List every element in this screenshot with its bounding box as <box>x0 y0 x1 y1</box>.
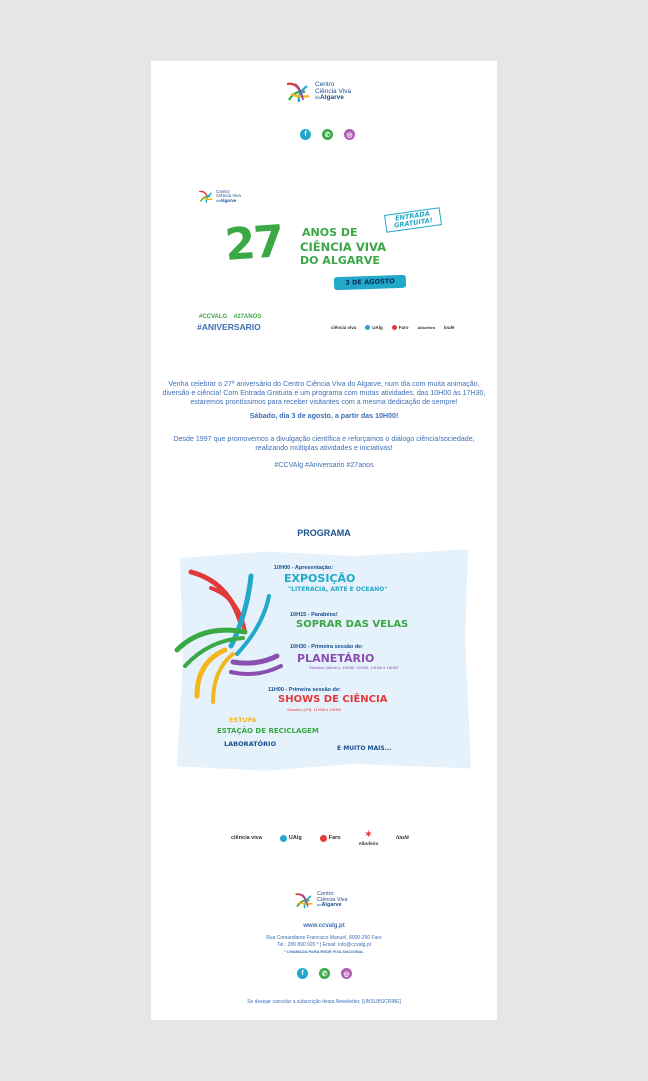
intro-history: Desde 1997 que promovemos a divulgação científica e reforçamos o diálogo ciência/sociedade, realizando múltiplas atividades e iniciativas! <box>173 435 475 452</box>
banner-brand-line1: Centro <box>216 188 230 194</box>
partner-faro-2[interactable] <box>320 835 341 842</box>
programa-item-3-sub: Sessões (30min.): 10H30, 12H00, 14H30 e 16H00 <box>309 665 399 670</box>
banner-line2: CIÊNCIA VIVA <box>300 240 387 254</box>
intro-paragraph: Venha celebrar o 27º aniversário do Centro Ciência Viva do Algarve, num dia com muita animação, diversão e ciência! Com Entrada Gratuita e um programa com mutas atividades, das 10H00 às 17H30, estaremos prontíssimos para receber visitantes com a mesma dedicação de sempre! <box>162 380 486 406</box>
footer-website-link[interactable]: www.ccvalg.pt <box>303 923 345 929</box>
banner-tag-27anos: #27ANOS <box>233 314 262 320</box>
brand-line3-small: do <box>315 95 321 101</box>
unsubscribe-link[interactable]: Se desejar cancelar a subscrição desta Newsletter, [UNSUBSCRIBE] <box>247 999 401 1005</box>
free-entry-badge: ENTRADA GRATUITA! <box>384 207 442 233</box>
social-links-top <box>300 129 355 140</box>
banner-tag-ccvalg: #CCVALG <box>199 314 228 320</box>
brand-logo-icon <box>285 80 311 104</box>
partner-albufeira-2-label: Albufeira <box>358 841 379 846</box>
programa-item-1-sub: "LITERACIA, ARTE E OCEANO" <box>288 586 388 593</box>
programa-item-4-time: 11H00 - Primeira sessão de: <box>268 687 341 693</box>
programa-heading: PROGRAMA <box>297 528 351 538</box>
programa-item-4-title: SHOWS DE CIÊNCIA <box>278 694 388 705</box>
footer-address: Rua Comandante Francisco Manuel, 8000-250 Faro <box>266 935 382 941</box>
newsletter-body <box>151 61 497 1020</box>
programa-item-1-title: EXPOSIÇÃO <box>284 572 356 585</box>
programa-muito-mais: E MUITO MAIS... <box>337 745 392 752</box>
banner-logo-icon <box>198 189 214 204</box>
banner-line3: DO ALGARVE <box>300 254 380 267</box>
intro-hashtags: #CCVAlg #Aniversario #27anos <box>274 461 374 469</box>
instagram-icon[interactable] <box>344 129 355 140</box>
footer-brand-line3: Algarve <box>321 902 342 909</box>
programa-item-1-time: 10H00 - Apresentação: <box>274 565 334 571</box>
intro-date-line: Sábado, dia 3 de agosto, a partir das 10H00! <box>249 412 399 420</box>
brand-line2: Ciência Viva <box>315 87 352 95</box>
partner-ualg-2[interactable] <box>280 835 302 842</box>
partner-faro-2-label: Faro <box>328 835 341 841</box>
brand-logo[interactable] <box>285 80 351 104</box>
banner-partners <box>331 325 454 330</box>
footer-logo-icon <box>294 891 314 910</box>
partner-loule <box>444 325 455 330</box>
partner-loule-2-label: loulé <box>396 835 410 841</box>
brand-line3: Algarve <box>320 94 344 102</box>
partner-albufeira <box>418 325 435 330</box>
programa-laboratorio: LABORATÓRIO <box>224 740 277 748</box>
footer-brand-line1: Centro <box>317 891 334 898</box>
whatsapp-glyph: ✆ <box>324 131 331 139</box>
partner-ualg-label: UAlg <box>372 325 383 330</box>
event-date-badge: 3 DE AGOSTO <box>334 275 406 291</box>
whatsapp-icon[interactable] <box>322 129 333 140</box>
programa-estufa: ESTUFA <box>229 716 257 724</box>
partner-ciencia-viva-2-label: ciência viva <box>231 835 262 841</box>
ualg-logo-icon <box>365 325 370 330</box>
albufeira-star-icon: ✶ <box>364 829 373 839</box>
instagram-glyph: ◎ <box>346 131 353 139</box>
partner-albufeira-2[interactable] <box>359 830 379 846</box>
brand-line1: Centro <box>315 81 335 89</box>
anniversary-number: 27 <box>223 216 284 271</box>
faro-logo-icon <box>320 835 327 842</box>
partners-row <box>231 830 409 846</box>
ualg-logo-icon <box>280 835 287 842</box>
whatsapp-icon[interactable] <box>319 968 330 979</box>
banner-brand-line3-small: do <box>216 198 220 203</box>
banner-brand-line3: Algarve <box>219 197 237 203</box>
banner-logo <box>198 189 241 204</box>
facebook-glyph: f <box>301 970 304 977</box>
programa-item-4-sub: Sessões (1H): 11H00 e 15H00 <box>287 707 342 712</box>
partner-albufeira-label: Albufeira <box>417 325 435 330</box>
anniversary-banner <box>196 184 456 344</box>
instagram-glyph: ◎ <box>343 970 350 978</box>
banner-tag-aniversario: #ANIVERSARIO <box>197 322 261 332</box>
banner-brand-line2: Ciência Viva <box>216 193 241 199</box>
programa-reciclagem: ESTAÇÃO DE RECICLAGEM <box>217 727 319 735</box>
partner-loule-2[interactable] <box>396 835 409 841</box>
partner-loule-label: loulé <box>443 325 455 330</box>
partner-faro-label: Faro <box>398 325 409 330</box>
footer-contacts: Tel.: 289 890 920 * | Email: info@ccvalg.pt <box>277 942 371 948</box>
programa-swirl-art <box>173 566 283 704</box>
footer-brand-line3-small: do <box>317 902 322 908</box>
social-links-footer <box>297 968 352 979</box>
partner-ualg-2-label: UAlg <box>288 835 302 841</box>
partner-ciencia-viva <box>331 325 356 330</box>
footer-brand-line2: Ciência Viva <box>317 896 348 903</box>
partner-ciencia-viva-2[interactable] <box>231 835 262 841</box>
footer-logo[interactable] <box>294 891 347 910</box>
partner-faro <box>392 325 409 330</box>
programa-item-2-time: 10H15 - Parabéns! <box>290 612 338 618</box>
facebook-icon[interactable] <box>300 129 311 140</box>
faro-logo-icon <box>392 325 397 330</box>
facebook-icon[interactable] <box>297 968 308 979</box>
programa-item-3-time: 10H30 - Primeira sessão de: <box>290 644 364 650</box>
programa-item-2-title: SOPRAR DAS VELAS <box>296 619 409 630</box>
programa-item-3-title: PLANETÁRIO <box>297 652 375 665</box>
instagram-icon[interactable] <box>341 968 352 979</box>
partner-ciencia-viva-label: ciência viva <box>331 325 357 330</box>
footer-call-note: * CHAMADA PARA REDE FIXA NACIONAL <box>284 949 364 954</box>
facebook-glyph: f <box>304 131 307 138</box>
whatsapp-glyph: ✆ <box>321 970 328 978</box>
partner-ualg <box>365 325 383 330</box>
banner-line1: ANOS DE <box>302 226 358 239</box>
